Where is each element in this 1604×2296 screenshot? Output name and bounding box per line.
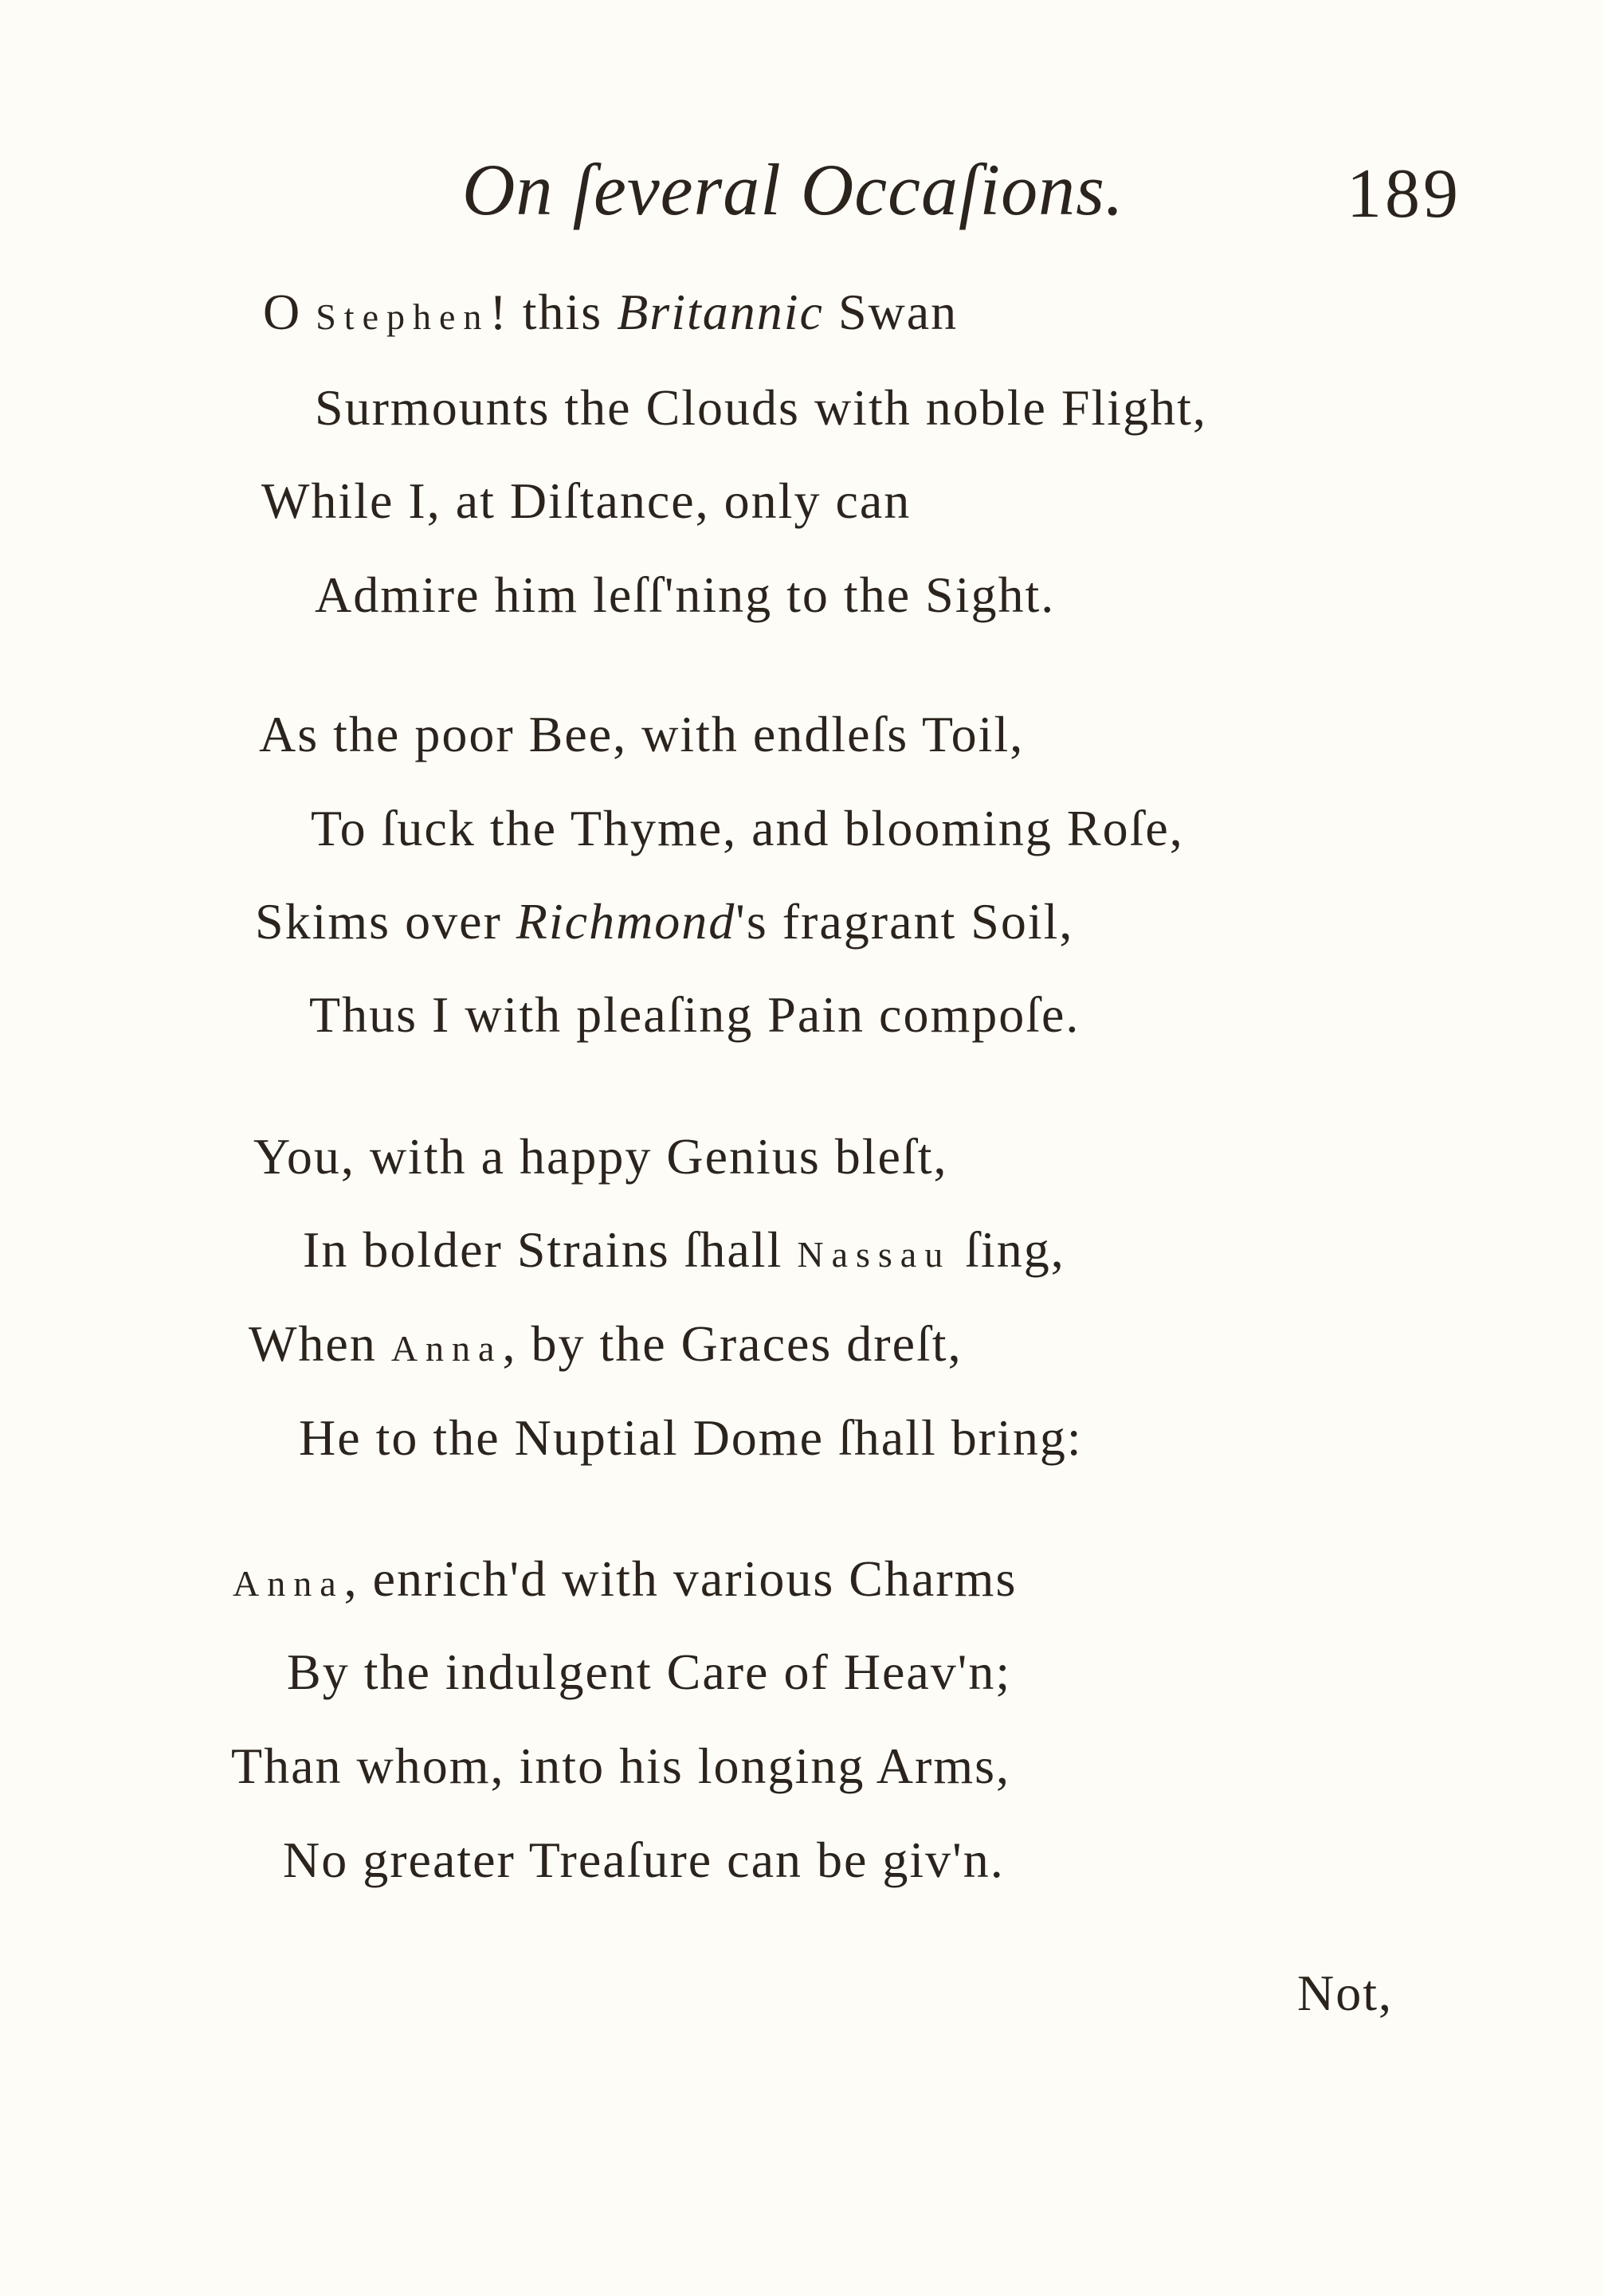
stanza-1-line-2: Surmounts the Clouds with noble Flight, — [315, 379, 1207, 436]
stanza-4-line-3: Than whom, into his longing Arms, — [231, 1738, 1010, 1794]
stanza-3-line-1: You, with a happy Genius bleſt, — [253, 1128, 948, 1185]
stanza-3-line-2: In bolder Strains ſhall Nassau ſing, — [303, 1221, 1065, 1278]
stanza-4-line-2: By the indulgent Care of Heav'n; — [287, 1644, 1012, 1700]
italic-britannic: Britannic — [617, 284, 824, 340]
stanza-2-line-2: To ſuck the Thyme, and blooming Roſe, — [311, 800, 1184, 856]
name-stephen: Stephen — [316, 296, 490, 337]
name-anna: Anna — [390, 1328, 503, 1369]
running-title: On ſeveral Occaſions. — [462, 149, 1124, 230]
stanza-4-line-1: Anna, enrich'd with various Charms — [233, 1550, 1018, 1607]
page-header — [0, 147, 1604, 235]
catchword: Not, — [1297, 1965, 1393, 2021]
name-nassau: Nassau — [797, 1234, 951, 1275]
stanza-4-line-4: No greater Treaſure can be giv'n. — [283, 1832, 1005, 1888]
stanza-3-line-3: When Anna, by the Graces dreſt, — [249, 1315, 963, 1372]
stanza-1-line-1: O Stephen! this Britannic Swan — [263, 284, 959, 340]
stanza-3-line-4: He to the Nuptial Dome ſhall bring: — [299, 1409, 1083, 1466]
stanza-1-line-4: Admire him leſſ'ning to the Sight. — [315, 566, 1056, 623]
stanza-1-line-3: While I, at Diſtance, only can — [261, 472, 912, 529]
stanza-2-line-1: As the poor Bee, with endleſs Toil, — [259, 706, 1025, 762]
stanza-2-line-3: Skims over Richmond's fragrant Soil, — [255, 893, 1074, 950]
name-anna: Anna — [233, 1563, 344, 1604]
stanza-2-line-4: Thus I with pleaſing Pain compoſe. — [309, 986, 1080, 1043]
page-number: 189 — [1347, 155, 1461, 233]
italic-richmond: Richmond — [516, 893, 736, 950]
